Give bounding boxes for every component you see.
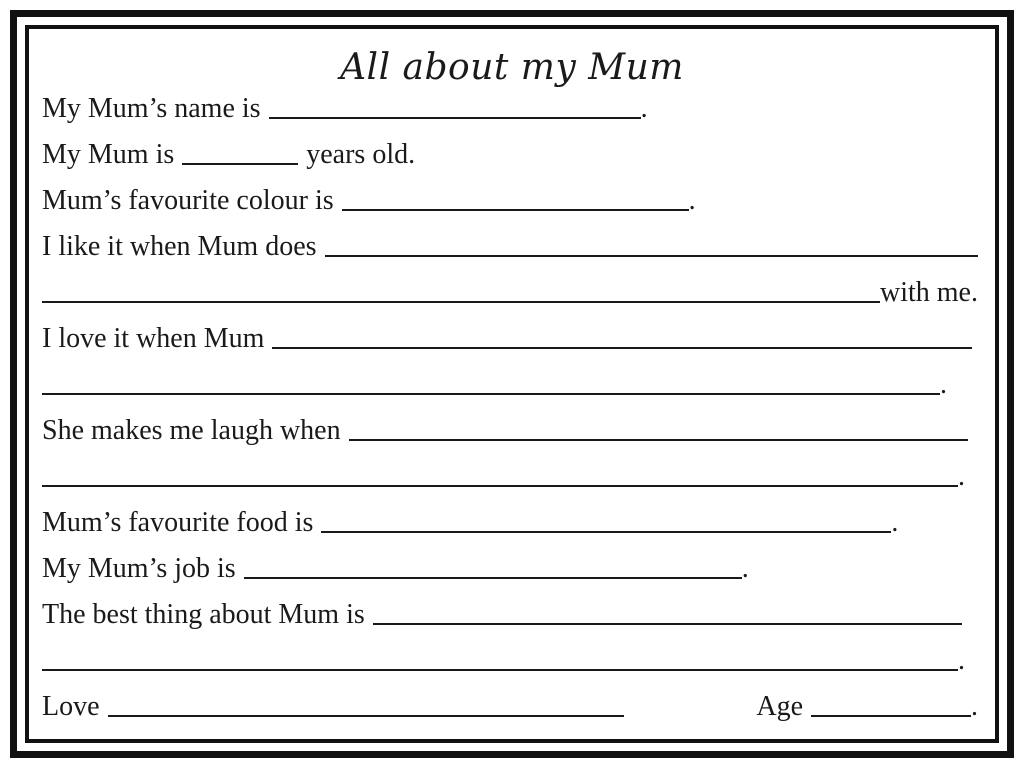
loves-blank[interactable] — [272, 321, 972, 349]
colour-line — [42, 172, 978, 218]
name-suffix: . — [640, 93, 648, 124]
best-suffix: . — [958, 645, 965, 676]
likes-blank[interactable] — [325, 229, 978, 257]
child-age-blank[interactable] — [811, 689, 971, 717]
best-label: The best thing about Mum is — [42, 599, 365, 630]
laugh-continued-blank[interactable] — [42, 459, 958, 487]
signoff-line — [42, 678, 978, 724]
best-blank[interactable] — [373, 597, 962, 625]
colour-blank[interactable] — [342, 183, 689, 211]
name-line — [42, 80, 978, 126]
best-continued-blank[interactable] — [42, 643, 958, 671]
age-blank[interactable] — [182, 137, 298, 165]
age-suffix: years old. — [306, 139, 416, 170]
food-label: Mum’s favourite food is — [42, 507, 314, 538]
likes-continued-line — [42, 264, 978, 310]
colour-label: Mum’s favourite colour is — [42, 185, 334, 216]
loves-line — [42, 310, 972, 356]
name-label: My Mum’s name is — [42, 93, 261, 124]
loves-suffix: . — [940, 369, 947, 400]
job-label: My Mum’s job is — [42, 553, 236, 584]
love-name-blank[interactable] — [108, 689, 624, 717]
child-age-suffix: . — [971, 691, 978, 722]
best-continued-line — [42, 632, 978, 678]
likes-suffix: with me. — [880, 277, 978, 308]
laugh-suffix: . — [958, 461, 965, 492]
loves-continued-line — [42, 356, 978, 402]
likes-label: I like it when Mum does — [42, 231, 317, 262]
laugh-continued-line — [42, 448, 978, 494]
loves-label: I love it when Mum — [42, 323, 265, 354]
love-label: Love — [42, 691, 100, 722]
job-line — [42, 540, 978, 586]
food-line — [42, 494, 978, 540]
age-label: My Mum is — [42, 139, 175, 170]
laugh-line — [42, 402, 968, 448]
laugh-label: She makes me laugh when — [42, 415, 341, 446]
best-line — [42, 586, 962, 632]
loves-continued-blank[interactable] — [42, 367, 940, 395]
likes-continued-blank[interactable] — [42, 275, 880, 303]
job-blank[interactable] — [244, 551, 742, 579]
child-age-label: Age — [756, 691, 803, 722]
age-line — [42, 126, 978, 172]
food-blank[interactable] — [321, 505, 891, 533]
likes-line — [42, 218, 978, 264]
colour-suffix: . — [688, 185, 696, 216]
worksheet-title: All about my Mum — [340, 47, 684, 88]
food-suffix: . — [891, 507, 899, 538]
laugh-blank[interactable] — [349, 413, 968, 441]
name-blank[interactable] — [269, 91, 641, 119]
job-suffix: . — [741, 553, 749, 584]
